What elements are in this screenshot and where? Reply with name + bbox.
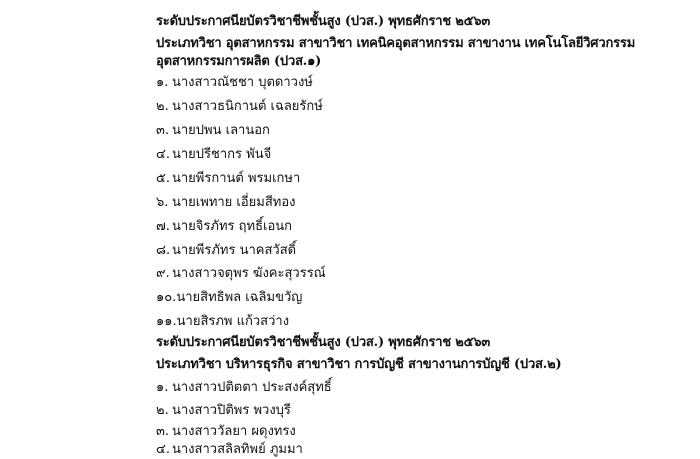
list-item — [156, 399, 291, 420]
item-number: ๗. — [156, 219, 170, 234]
list-item — [156, 286, 302, 307]
item-number: ๓. — [156, 123, 170, 138]
item-number: ๕. — [156, 171, 170, 186]
item-number: ๒. — [156, 99, 169, 114]
list-item — [156, 239, 296, 260]
section1-level-heading: ระดับประกาศนียบัตรวิชาชีพชั้นสูง (ปวส.) พุทธศักราช ๒๕๖๓ — [156, 14, 491, 29]
list-item — [156, 310, 289, 331]
list-item — [156, 191, 296, 212]
item-name: นายปรีชากร พันจี — [172, 147, 272, 162]
item-name: นายจิรภัทร ฤทธิ์เอนก — [172, 219, 293, 234]
item-name: นายพีรกานต์ พรมเกษา — [172, 171, 301, 186]
item-name: นางสาวปิติพร พวงบุรี — [172, 403, 291, 418]
list-item — [156, 95, 323, 116]
item-number: ๑. — [156, 75, 169, 90]
item-number: ๑. — [156, 380, 169, 395]
item-name: นางสาวสลิลทิพย์ ภูมมา — [172, 442, 303, 457]
item-name: นางสาววัลยา ผดุงทรง — [172, 424, 296, 439]
item-name: นางสาวณัชชา บุตดาวงษ์ — [172, 75, 313, 90]
item-number: ๑๑. — [156, 314, 177, 329]
section1-type-heading-cont: อุตสาหกรรมการผลิต (ปวส.๑) — [156, 54, 322, 69]
item-name: นายเพทาย เอี่ยมสีทอง — [172, 195, 296, 210]
item-number: ๒. — [156, 403, 169, 418]
section1-type-heading: ประเภทวิชา อุตสาหกรรม สาขาวิชา เทคนิคอุตสาหกรรม สาขางาน เทคโนโลยีวิศวกรรม — [156, 36, 636, 51]
section2-level-heading: ระดับประกาศนียบัตรวิชาชีพชั้นสูง (ปวส.) พุทธศักราช ๒๕๖๓ — [156, 335, 491, 350]
item-number: ๖. — [156, 195, 169, 210]
item-name: นางสาวธนิกานต์ เฉลยรักษ์ — [172, 99, 323, 114]
list-item — [156, 438, 303, 459]
item-name: นางสาวปติตตา ประสงค์สุทธิ์ — [172, 380, 332, 395]
item-name: นายพีรภัทร นาคสวัสดิ์ — [172, 243, 297, 258]
list-item — [156, 119, 270, 140]
list-item — [156, 376, 332, 397]
list-item — [156, 71, 313, 92]
section2-type-heading: ประเภทวิชา บริหารธุรกิจ สาขาวิชา การบัญชี สาขางานการบัญชี (ปวส.๒) — [156, 357, 562, 372]
item-number: ๓. — [156, 424, 170, 439]
list-item — [156, 167, 300, 188]
list-item — [156, 262, 326, 283]
item-name: นายสิรภพ แก้วสว่าง — [176, 314, 290, 329]
item-name: นางสาวจตุพร ฆังคะสุวรรณ์ — [172, 266, 326, 281]
item-name: นายปพน เลานอก — [172, 123, 270, 138]
item-number: ๙. — [156, 266, 170, 281]
item-number: ๔. — [156, 147, 170, 162]
list-item — [156, 215, 292, 236]
item-number: ๔. — [156, 442, 170, 457]
item-number: ๘. — [156, 243, 171, 258]
item-name: นายสิทธิพล เฉลิมขวัญ — [176, 290, 303, 305]
item-number: ๑๐. — [156, 290, 177, 305]
list-item — [156, 143, 271, 164]
